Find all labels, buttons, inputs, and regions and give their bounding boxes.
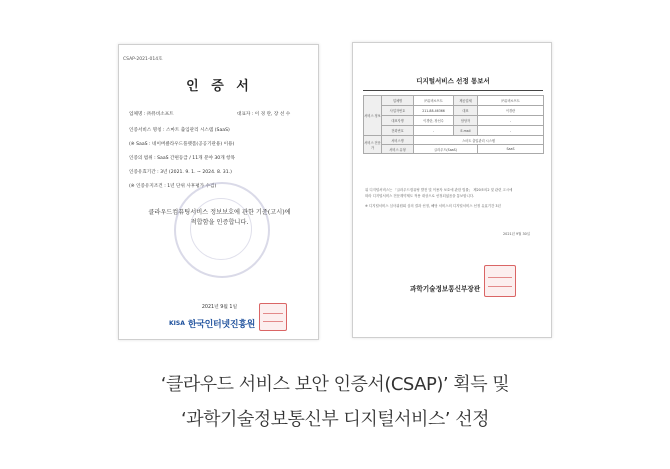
kisa-logo — [169, 317, 255, 330]
table-cell: ㈜뮤비소프트 — [414, 96, 454, 106]
certificate-title: 인 증 서 — [186, 79, 253, 94]
notice-text-line-2: 따라 디지털서비스 전문계약제도 적용 대상으로 선정되었음을 통보합니다. — [365, 194, 475, 198]
service-label: 인증서비스 명칭 : — [129, 128, 166, 133]
certificate-body-line-2: 적합함을 인증합니다. — [190, 219, 249, 226]
service-name: 스마트 출입관리 시스템 (SaaS) — [166, 128, 230, 133]
csap-certificate-document — [118, 44, 319, 340]
table-cell: 이경란 — [478, 106, 544, 116]
table-cell: 담당자 — [454, 116, 478, 126]
certificate-service-line — [129, 127, 230, 133]
scope-label: 인증의 범위 : — [129, 156, 158, 161]
table-cell: E-mail — [454, 126, 478, 136]
table-cell: - — [478, 116, 544, 126]
company-label: 업체명 : — [129, 112, 147, 117]
notice-title-rule — [363, 90, 543, 91]
table-cell: 업체명 — [382, 96, 414, 106]
table-cell: 211-88-46366 — [414, 106, 454, 116]
table-cell: - — [414, 126, 454, 136]
table-cell: 클라우드(SaaS) — [414, 145, 478, 154]
ceo-name: 이 경 란, 장 선 수 — [254, 112, 291, 117]
notice-signer: 과학기술정보통신부장관 — [410, 285, 481, 293]
note-text: 네이버클라우드플랫폼(공공기관용) 이용) — [152, 142, 235, 147]
table-cell: - — [478, 126, 544, 136]
table-cell: 전화번호 — [382, 126, 414, 136]
period-label: 인증유효기간 : — [129, 170, 161, 175]
condition-label: (※ 인증유지조건 : — [129, 184, 168, 189]
notice-date: 2021년 9월 30일 — [503, 232, 531, 236]
table-section-expert: 서비스 전문가 — [364, 136, 382, 154]
certificate-body-line-1: 클라우드컴퓨팅서비스 정보보호에 관한 기준(고시)에 — [148, 209, 291, 216]
notice-text-line-3: ※ 디지털서비스 심사위원회 심의 결과 선정, 해당 서비스의 디지털서비스 선정 유효기간 3년 — [365, 204, 501, 208]
table-cell: 대표자명 — [382, 116, 414, 126]
issuer-name: 한국인터넷진흥원 — [187, 320, 256, 330]
table-cell: 서비스 유형 — [382, 145, 414, 154]
table-cell: ㈜뮤비소프트 — [478, 96, 544, 106]
table-cell: 사업자번호 — [382, 106, 414, 116]
table-cell: SaaS — [478, 145, 544, 154]
digital-service-notice-document — [352, 42, 552, 338]
kisa-mark: KISA — [169, 320, 185, 327]
ministry-seal-icon — [484, 265, 516, 297]
notice-title: 디지털서비스 선정 통보서 — [416, 77, 490, 85]
notice-text-line-1: 위 디지털서비스는 「클라우드컴퓨팅 발전 및 이용자 보호에 관한 법률」 제20조의2 및 관련 고시에 — [365, 188, 513, 192]
official-stamp-icon — [259, 303, 287, 331]
company-name: ㈜뮤비소프트 — [146, 112, 174, 117]
certificate-note-line — [129, 141, 234, 147]
certificate-date: 2021년 9월 1일 — [201, 305, 238, 310]
table-cell: 제공업체 — [454, 96, 478, 106]
table-cell: 스마트 출입관리 시스템 — [414, 136, 544, 145]
ceo-label: 대표자 : — [237, 112, 255, 117]
notice-info-table — [363, 95, 544, 154]
table-cell: 대표 — [454, 106, 478, 116]
certificate-number: CSAP-2021-014호 — [123, 57, 163, 62]
table-section-service: 서비스 정보 — [364, 96, 382, 136]
certificate-company-line — [129, 111, 174, 117]
certificate-ceo-line — [237, 111, 290, 117]
table-cell: 서비스명 — [382, 136, 414, 145]
certificate-scope-line — [129, 155, 235, 161]
condition-text: 1년 단위 사후평가 수검) — [167, 184, 217, 189]
period-text: 3년 (2021. 9. 1. ~ 2024. 8. 31.) — [160, 170, 232, 175]
caption-line-1: ‘클라우드 서비스 보안 인증서(CSAP)’ 획득 및 — [160, 374, 510, 395]
caption-line-2: ‘과학기술정보통신부 디지털서비스’ 선정 — [181, 409, 489, 430]
certificate-body-text — [119, 208, 319, 228]
scope-text: SaaS 간편등급 / 11개 분야 30개 항목 — [157, 156, 235, 161]
certificate-period-line — [129, 169, 232, 175]
security-assurance-seal-watermark — [174, 182, 270, 278]
table-cell: 이경란, 장선수 — [414, 116, 454, 126]
note-label: (※ SaaS : — [129, 142, 153, 147]
